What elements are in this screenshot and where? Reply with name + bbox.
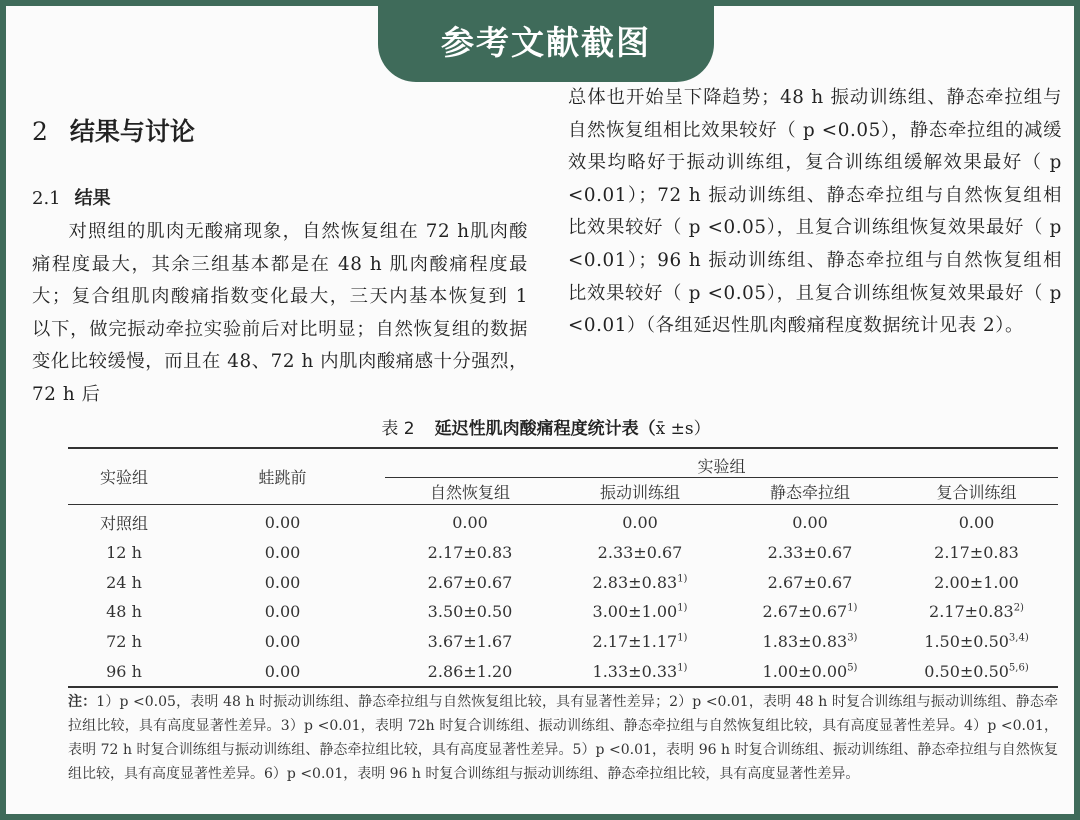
table-cell xyxy=(895,597,1058,627)
table-row xyxy=(68,538,1058,568)
table-number: 表 2 xyxy=(381,419,415,439)
table-cell xyxy=(725,538,895,568)
cell-footnote: 1) xyxy=(677,662,688,674)
cell-footnote: 1) xyxy=(847,603,858,615)
cell-value: 3.67±1.67 xyxy=(427,632,513,652)
note-label: 注： xyxy=(68,694,97,710)
left-column xyxy=(32,216,528,412)
table-cell xyxy=(895,505,1058,538)
header-col: 振动训练组 xyxy=(599,482,680,502)
table-cell xyxy=(555,656,725,687)
table-cell xyxy=(385,505,555,538)
table-cell xyxy=(385,597,555,627)
cell-footnote: 1) xyxy=(677,603,688,615)
soreness-table xyxy=(68,447,1058,688)
table-row xyxy=(68,597,1058,627)
table-cell xyxy=(385,627,555,657)
table-cell xyxy=(895,656,1058,687)
table-cell xyxy=(555,597,725,627)
cell-footnote: 1) xyxy=(677,632,688,644)
table-row xyxy=(68,656,1058,687)
cell-before: 0.00 xyxy=(264,572,301,592)
table-caption-symbol: x̄ ±s） xyxy=(655,419,711,439)
cell-footnote: 1) xyxy=(677,573,688,585)
header-col: 静态牵拉组 xyxy=(769,482,850,502)
table-note xyxy=(68,690,1058,786)
table-cell xyxy=(385,656,555,687)
cell-value: 2.33±0.67 xyxy=(597,543,683,563)
subsection-title: 结果 xyxy=(74,188,111,209)
table-cell xyxy=(555,627,725,657)
cell-value: 2.86±1.20 xyxy=(427,661,513,681)
cell-value: 2.67±0.67 xyxy=(427,572,513,592)
cell-value: 0.00 xyxy=(958,513,995,533)
table-cell xyxy=(555,505,725,538)
table-row xyxy=(68,567,1058,597)
cell-before: 0.00 xyxy=(264,602,301,622)
cell-value: 2.17±0.83 xyxy=(934,543,1019,563)
table-cell xyxy=(895,627,1058,657)
row-label: 72 h xyxy=(106,632,142,652)
row-label: 对照组 xyxy=(99,514,148,534)
cell-value: 2.33±0.67 xyxy=(767,543,853,563)
section-heading xyxy=(32,112,195,148)
cell-value: 0.50±0.50 xyxy=(924,661,1009,681)
table-title: 延迟性肌肉酸痛程度统计表（ xyxy=(434,419,656,439)
row-label: 24 h xyxy=(106,572,142,592)
row-label: 12 h xyxy=(106,543,142,563)
left-paragraph: 对照组的肌肉无酸痛现象，自然恢复组在 72 h肌肉酸痛程度最大，其余三组基本都是在 48 h 肌肉酸痛程度最大；复合组肌肉酸痛指数变化最大，三天内基本恢复到 1 以下，做完振动牵拉实验前后对比明显；自然恢复组的数据变化比较缓慢，而且在 48、72 h 内肌肉酸痛感十分强烈，72 h 后 xyxy=(32,221,528,405)
cell-value: 2.83±0.83 xyxy=(592,572,678,592)
cell-value: 1.00±0.00 xyxy=(762,661,848,681)
cell-value: 2.00±1.00 xyxy=(934,572,1019,592)
table-cell xyxy=(725,567,895,597)
cell-footnote: 2) xyxy=(1013,603,1024,615)
row-label: 96 h xyxy=(106,661,142,681)
cell-value: 2.17±0.83 xyxy=(929,602,1014,622)
cell-value: 3.00±1.00 xyxy=(592,602,678,622)
cell-value: 0.00 xyxy=(452,513,488,533)
cell-value: 0.00 xyxy=(792,513,828,533)
table-row xyxy=(68,627,1058,657)
cell-footnote: 3) xyxy=(847,632,858,644)
right-paragraph: 总体也开始呈下降趋势；48 h 振动训练组、静态牵拉组与自然恢复组相比效果较好（ p <0.05），静态牵拉组的减缓效果均略好于振动训练组，复合训练组缓解效果最好（ p <0.01）；72 h 振动训练组、静态牵拉组与自然恢复组相比效果较好（ p <0.05），且复合训练组恢复效果最好（ p <0.01）；96 h 振动训练组、静态牵拉组与自然恢复组相比效果较好（ p <0.05），且复合训练组恢复效果最好（ p <0.01）（各组延迟性肌肉酸痛程度数据统计见表 2）。 xyxy=(568,87,1062,337)
cell-value: 2.17±1.17 xyxy=(592,632,678,652)
cell-footnote: 5,6) xyxy=(1008,662,1029,674)
header-col: 复合训练组 xyxy=(936,482,1017,502)
table-cell xyxy=(385,538,555,568)
table-cell xyxy=(725,505,895,538)
cell-before: 0.00 xyxy=(264,661,301,681)
table-cell xyxy=(725,656,895,687)
header-before: 蛙跳前 xyxy=(258,468,307,487)
cell-value: 1.83±0.83 xyxy=(762,632,848,652)
cell-value: 2.67±0.67 xyxy=(767,572,853,592)
table-cell xyxy=(725,597,895,627)
cell-value: 1.33±0.33 xyxy=(592,661,678,681)
subsection-heading xyxy=(32,184,111,210)
table-cell xyxy=(385,567,555,597)
table-cell xyxy=(895,567,1058,597)
cell-before: 0.00 xyxy=(264,543,301,563)
table-row xyxy=(68,505,1058,538)
banner-title: 参考文献截图 xyxy=(378,6,714,82)
cell-value: 1.50±0.50 xyxy=(924,632,1009,652)
header-group: 实验组 xyxy=(99,468,148,487)
table-cell xyxy=(895,538,1058,568)
cell-before: 0.00 xyxy=(264,632,301,652)
table-cell xyxy=(555,567,725,597)
header-col: 自然恢复组 xyxy=(429,482,510,502)
cell-value: 2.67±0.67 xyxy=(762,602,848,622)
header-experiment: 实验组 xyxy=(385,448,1058,478)
note-text: 1）p <0.05，表明 48 h 时振动训练组、静态牵拉组与自然恢复组比较，具有显著性差异；2）p <0.01，表明 48 h 时复合训练组与振动训练组、静态牵拉组比较，具有高度显著性差异。3）p <0.01，表明 72h 时复合训练组、振动训练组、静态牵拉组与自然恢复组比较，具有高度显著性差异。4）p <0.01，表明 72 h 时复合训练组与振动训练组、静态牵拉组比较，具有高度显著性差异。5）p <0.01，表明 96 h 时复合训练组、振动训练组、静态牵拉组与自然恢复组比较，具有高度显著性差异。6）p <0.01，表明 96 h 时复合训练组与振动训练组、静态牵拉组比较，具有高度显著性差异。 xyxy=(68,694,1059,782)
section-title: 结果与讨论 xyxy=(69,117,195,146)
subsection-number: 2.1 xyxy=(32,188,61,209)
cell-value: 0.00 xyxy=(622,513,658,533)
table-cell xyxy=(555,538,725,568)
row-label: 48 h xyxy=(106,602,142,622)
section-number: 2 xyxy=(32,117,48,146)
cell-footnote: 3,4) xyxy=(1008,632,1029,644)
cell-before: 0.00 xyxy=(264,513,301,533)
cell-footnote: 5) xyxy=(847,662,858,674)
cell-value: 3.50±0.50 xyxy=(427,602,513,622)
table-cell xyxy=(725,627,895,657)
cell-value: 2.17±0.83 xyxy=(427,543,513,563)
right-column xyxy=(568,82,1062,343)
table-caption xyxy=(6,414,1080,439)
